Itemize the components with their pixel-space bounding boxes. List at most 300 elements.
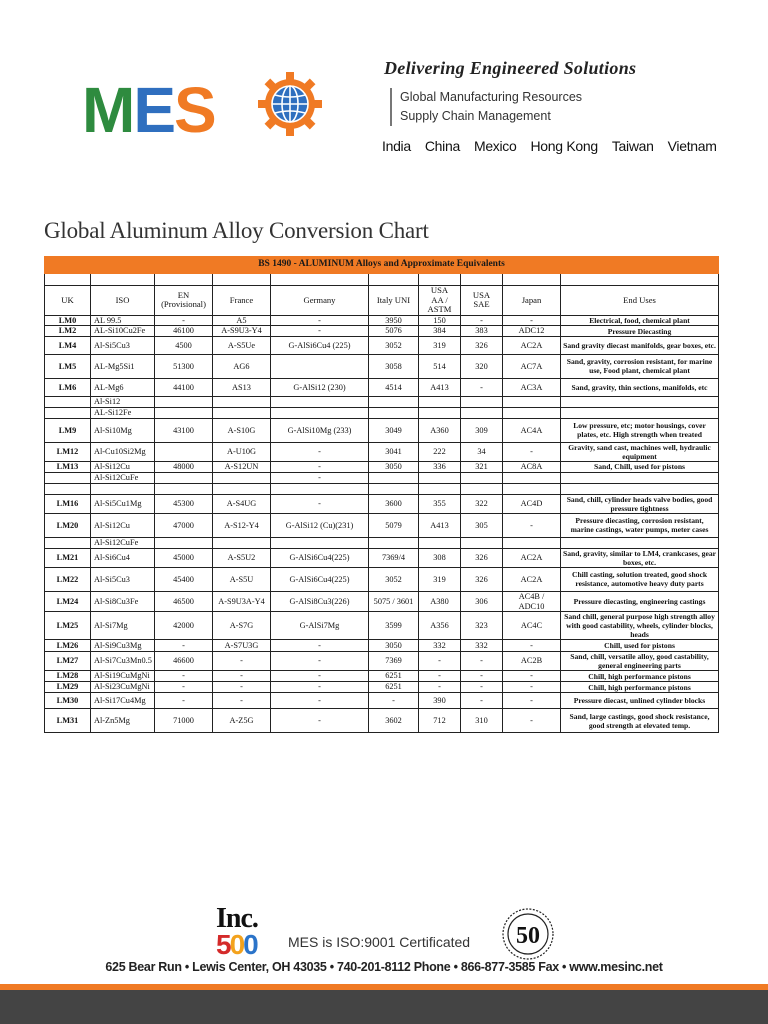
cell-usa-aa: 319 — [419, 336, 461, 354]
cell-japan: - — [503, 693, 561, 709]
cell-end-uses: Sand, large castings, good shock resistance, good strength at elevated temp. — [561, 709, 719, 733]
country-item: Hong Kong — [530, 138, 598, 154]
blank-row — [45, 274, 719, 286]
cell-japan: - — [503, 671, 561, 682]
50-year-badge-icon — [496, 906, 560, 962]
cell-germany: G-AlSi6Cu4(225) — [271, 548, 369, 567]
cell-usa-sae: 320 — [461, 354, 503, 378]
cell-france: AS13 — [213, 378, 271, 396]
cell-uk: LM27 — [45, 652, 91, 671]
cell-france — [213, 537, 271, 548]
cell-germany: G-AlSi6Cu4(225) — [271, 567, 369, 591]
cell-japan — [503, 472, 561, 483]
cell-iso: Al-Si10Mg — [91, 418, 155, 442]
cell-iso: AL 99.5 — [91, 315, 155, 326]
cell-uk — [45, 407, 91, 418]
cell-usa-aa: A380 — [419, 591, 461, 611]
cell-usa-sae: 306 — [461, 591, 503, 611]
col-header-end-uses: End Uses — [561, 286, 719, 316]
cell-germany: G-AlSi7Mg — [271, 612, 369, 640]
logo-letter-e: E — [133, 74, 174, 146]
cell-italy: 3052 — [369, 567, 419, 591]
cell-uk: LM25 — [45, 612, 91, 640]
header-row — [45, 286, 719, 316]
cell-usa-sae: 326 — [461, 336, 503, 354]
cell-iso: Al-Zn5Mg — [91, 709, 155, 733]
cell-en: - — [155, 671, 213, 682]
cell-japan: AC2B — [503, 652, 561, 671]
col-header-usa-aa: USA AA / ASTM — [419, 286, 461, 316]
cell-france: - — [213, 671, 271, 682]
cell-en: 45000 — [155, 548, 213, 567]
cell-usa-sae: - — [461, 652, 503, 671]
cell-usa-aa — [419, 472, 461, 483]
cell-iso: Al-Si8Cu3Fe — [91, 591, 155, 611]
cell-germany: G-AlSi10Mg (233) — [271, 418, 369, 442]
cell-end-uses: Sand gravity diecast manifolds, gear boxes, etc. — [561, 336, 719, 354]
cell-uk: LM0 — [45, 315, 91, 326]
cell-germany: - — [271, 472, 369, 483]
cell-france: A-U10G — [213, 442, 271, 461]
table-row — [45, 652, 719, 671]
cell-france: A-S7G — [213, 612, 271, 640]
cell-usa-aa: 336 — [419, 461, 461, 472]
cell-en — [155, 442, 213, 461]
cell-germany — [271, 354, 369, 378]
table-row — [45, 671, 719, 682]
cell-japan: AC4C — [503, 612, 561, 640]
logo-letter-m: M — [82, 74, 134, 146]
cell-france — [213, 483, 271, 494]
cell-italy — [369, 472, 419, 483]
cell-france: - — [213, 693, 271, 709]
col-header-usa-sae: USA SAE — [461, 286, 503, 316]
cell-usa-sae: 309 — [461, 418, 503, 442]
cell-en: 45400 — [155, 567, 213, 591]
cell-iso: Al-Si5Cu3 — [91, 336, 155, 354]
cell-italy: 5076 — [369, 326, 419, 337]
cell-italy: 3050 — [369, 461, 419, 472]
cell-end-uses: Pressure diecasting, corrosion resistant, marine castings, water pumps, meter cases — [561, 513, 719, 537]
col-header-germany: Germany — [271, 286, 369, 316]
cell-usa-sae: 326 — [461, 567, 503, 591]
cell-usa-sae — [461, 396, 503, 407]
cell-end-uses: Pressure diecasting, engineering castings — [561, 591, 719, 611]
cell-usa-aa: 712 — [419, 709, 461, 733]
table-row — [45, 513, 719, 537]
cell-japan: - — [503, 513, 561, 537]
cell-japan: AC4D — [503, 494, 561, 513]
cell-en: 46500 — [155, 591, 213, 611]
cell-italy: 3052 — [369, 336, 419, 354]
table-row — [45, 354, 719, 378]
cell-iso: AL-Mg5Si1 — [91, 354, 155, 378]
cell-germany: G-AlSi8Cu3(226) — [271, 591, 369, 611]
cell-germany — [271, 537, 369, 548]
services-list — [390, 88, 582, 126]
cell-uk: LM6 — [45, 378, 91, 396]
service-item: Supply Chain Management — [400, 109, 551, 123]
cell-france — [213, 396, 271, 407]
cell-italy: 3050 — [369, 640, 419, 652]
cell-end-uses: Chill casting, solution treated, good shock resistance, automotive heavy duty parts — [561, 567, 719, 591]
cell-end-uses: Pressure diecast, unlined cylinder blocks — [561, 693, 719, 709]
cell-usa-aa: A360 — [419, 418, 461, 442]
cell-usa-sae: 305 — [461, 513, 503, 537]
cell-uk: LM13 — [45, 461, 91, 472]
cell-en: - — [155, 682, 213, 693]
cell-iso: Al-Si5Cu1Mg — [91, 494, 155, 513]
cell-germany: - — [271, 315, 369, 326]
cell-germany: G-AlSi12 (230) — [271, 378, 369, 396]
cell-usa-sae — [461, 483, 503, 494]
cell-italy — [369, 537, 419, 548]
cell-france — [213, 407, 271, 418]
cell-germany: - — [271, 326, 369, 337]
cell-usa-sae: 34 — [461, 442, 503, 461]
cell-italy: 3602 — [369, 709, 419, 733]
cell-end-uses: Sand, Chill, used for pistons — [561, 461, 719, 472]
table-row — [45, 442, 719, 461]
iso-certification: MES is ISO:9001 Certificated — [288, 934, 471, 950]
cell-iso: Al-Si12CuFe — [91, 472, 155, 483]
cell-italy: 3041 — [369, 442, 419, 461]
table-banner — [45, 257, 719, 274]
cell-end-uses — [561, 472, 719, 483]
cell-italy — [369, 407, 419, 418]
col-header-uk: UK — [45, 286, 91, 316]
cell-usa-aa: 514 — [419, 354, 461, 378]
cell-iso: AL-Mg6 — [91, 378, 155, 396]
cell-en — [155, 396, 213, 407]
table-row — [45, 693, 719, 709]
cell-france: A-S10G — [213, 418, 271, 442]
cell-uk: LM29 — [45, 682, 91, 693]
cell-uk: LM5 — [45, 354, 91, 378]
cell-germany: - — [271, 693, 369, 709]
mes-logo — [82, 70, 322, 150]
table-row — [45, 407, 719, 418]
table-row — [45, 378, 719, 396]
cell-france — [213, 472, 271, 483]
cell-usa-sae: 383 — [461, 326, 503, 337]
cell-en: 48000 — [155, 461, 213, 472]
cell-germany: - — [271, 682, 369, 693]
table-row — [45, 567, 719, 591]
cell-usa-aa — [419, 537, 461, 548]
table-row — [45, 548, 719, 567]
cell-usa-aa — [419, 483, 461, 494]
cell-italy: 5079 — [369, 513, 419, 537]
cell-germany — [271, 396, 369, 407]
cell-japan — [503, 537, 561, 548]
cell-en: 44100 — [155, 378, 213, 396]
conversion-table-wrap — [44, 256, 718, 733]
cell-iso: Al-Si9Cu3Mg — [91, 640, 155, 652]
service-item: Global Manufacturing Resources — [400, 90, 583, 104]
cell-japan — [503, 483, 561, 494]
cell-italy: 3058 — [369, 354, 419, 378]
col-header-iso: ISO — [91, 286, 155, 316]
cell-uk: LM30 — [45, 693, 91, 709]
cell-iso: Al-Si17Cu4Mg — [91, 693, 155, 709]
cell-end-uses: Pressure Diecasting — [561, 326, 719, 337]
table-row — [45, 461, 719, 472]
table-row — [45, 483, 719, 494]
country-item: Taiwan — [611, 138, 654, 154]
cell-iso — [91, 483, 155, 494]
cell-japan: - — [503, 709, 561, 733]
cell-iso: Al-Si23CuMgNi — [91, 682, 155, 693]
col-header-france: France — [213, 286, 271, 316]
cell-iso: Al-Si12 — [91, 396, 155, 407]
cell-usa-sae: - — [461, 682, 503, 693]
cell-usa-aa — [419, 407, 461, 418]
cell-italy — [369, 483, 419, 494]
cell-japan: - — [503, 682, 561, 693]
cell-usa-sae: 332 — [461, 640, 503, 652]
cell-france: AG6 — [213, 354, 271, 378]
cell-en: 46600 — [155, 652, 213, 671]
cell-japan: AC2A — [503, 567, 561, 591]
cell-germany: - — [271, 671, 369, 682]
table-row — [45, 591, 719, 611]
table-row — [45, 612, 719, 640]
cell-germany: - — [271, 442, 369, 461]
cell-france: A-Z5G — [213, 709, 271, 733]
table-row — [45, 315, 719, 326]
cell-usa-aa — [419, 396, 461, 407]
badge-number: 50 — [516, 923, 540, 949]
table-row — [45, 336, 719, 354]
cell-iso: Al-Si12Cu — [91, 461, 155, 472]
cell-france: A5 — [213, 315, 271, 326]
cell-usa-aa: A356 — [419, 612, 461, 640]
countries-list — [382, 138, 717, 154]
cell-germany: G-AlSi12 (Cu)(231) — [271, 513, 369, 537]
country-item: Mexico — [473, 138, 517, 154]
col-header-japan: Japan — [503, 286, 561, 316]
table-row — [45, 418, 719, 442]
cell-en — [155, 472, 213, 483]
cell-germany: - — [271, 494, 369, 513]
cell-en — [155, 483, 213, 494]
cell-germany — [271, 407, 369, 418]
cell-en: - — [155, 640, 213, 652]
cell-japan: AC2A — [503, 336, 561, 354]
cell-uk — [45, 483, 91, 494]
cell-germany: - — [271, 640, 369, 652]
cell-france: - — [213, 682, 271, 693]
cell-italy: 3599 — [369, 612, 419, 640]
cell-uk: LM16 — [45, 494, 91, 513]
cell-france: A-S12UN — [213, 461, 271, 472]
cell-en: 42000 — [155, 612, 213, 640]
cell-end-uses: Gravity, sand cast, machines well, hydraulic equipment — [561, 442, 719, 461]
cell-usa-aa: - — [419, 652, 461, 671]
cell-en: 51300 — [155, 354, 213, 378]
cell-usa-sae: 326 — [461, 548, 503, 567]
cell-italy: 3600 — [369, 494, 419, 513]
cell-usa-sae: 310 — [461, 709, 503, 733]
cell-end-uses: Sand, chill, cylinder heads valve bodies, good pressure tightness — [561, 494, 719, 513]
cell-usa-aa: - — [419, 671, 461, 682]
cell-usa-sae — [461, 407, 503, 418]
cell-uk: LM21 — [45, 548, 91, 567]
cell-end-uses — [561, 483, 719, 494]
table-row — [45, 682, 719, 693]
cell-japan — [503, 407, 561, 418]
table-row — [45, 472, 719, 483]
cell-usa-sae: 321 — [461, 461, 503, 472]
table-row — [45, 396, 719, 407]
cell-end-uses: Chill, high performance pistons — [561, 682, 719, 693]
cell-iso: Al-Si7Cu3Mn0.5 — [91, 652, 155, 671]
cell-iso: Al-Si12Cu — [91, 513, 155, 537]
cell-germany: - — [271, 709, 369, 733]
cell-end-uses: Sand, gravity, corrosion resistant, for marine use, Food plant, chemical plant — [561, 354, 719, 378]
cell-end-uses — [561, 407, 719, 418]
footer-address: 625 Bear Run • Lewis Center, OH 43035 • 740-201-8112 Phone • 866-877-3585 Fax • www.mesinc.net — [105, 960, 663, 974]
cell-usa-aa: 332 — [419, 640, 461, 652]
cell-italy: 5075 / 3601 — [369, 591, 419, 611]
cell-end-uses — [561, 537, 719, 548]
cell-end-uses: Chill, high performance pistons — [561, 671, 719, 682]
cell-france: A-S9U3A-Y4 — [213, 591, 271, 611]
cell-italy: 4514 — [369, 378, 419, 396]
cell-japan: AC4B / ADC10 — [503, 591, 561, 611]
cell-italy: 3950 — [369, 315, 419, 326]
cell-usa-sae: - — [461, 315, 503, 326]
cell-usa-aa: - — [419, 682, 461, 693]
cell-en: 46100 — [155, 326, 213, 337]
cell-usa-sae: - — [461, 378, 503, 396]
cell-uk: LM12 — [45, 442, 91, 461]
cell-usa-sae — [461, 537, 503, 548]
cell-iso: AL-Si10Cu2Fe — [91, 326, 155, 337]
cell-france: A-S5U2 — [213, 548, 271, 567]
cell-uk: LM9 — [45, 418, 91, 442]
cell-usa-sae: 322 — [461, 494, 503, 513]
cell-end-uses: Sand, gravity, similar to LM4, crankcases, gear boxes, etc. — [561, 548, 719, 567]
col-header-en: EN (Provisional) — [155, 286, 213, 316]
cell-iso: Al-Si7Mg — [91, 612, 155, 640]
cell-france: A-S9U3-Y4 — [213, 326, 271, 337]
cell-usa-aa: 150 — [419, 315, 461, 326]
conversion-table — [44, 256, 719, 733]
table-body — [45, 257, 719, 733]
cell-uk: LM31 — [45, 709, 91, 733]
cell-iso: AL-Si12Fe — [91, 407, 155, 418]
cell-iso: Al-Si5Cu3 — [91, 567, 155, 591]
page-header — [0, 0, 768, 200]
cell-usa-aa: 384 — [419, 326, 461, 337]
cell-end-uses: Low pressure, etc; motor housings, cover plates, etc. High strength when treated — [561, 418, 719, 442]
cell-italy: 6251 — [369, 671, 419, 682]
cell-end-uses: Sand, chill, versatile alloy, good castability, general engineering parts — [561, 652, 719, 671]
cell-end-uses: Sand chill, general purpose high strength alloy with good castability, wheels, cylinder blocks, heads — [561, 612, 719, 640]
cell-germany — [271, 483, 369, 494]
cell-end-uses: Sand, gravity, thin sections, manifolds, etc — [561, 378, 719, 396]
cell-iso: Al-Si19CuMgNi — [91, 671, 155, 682]
cell-en: 45300 — [155, 494, 213, 513]
cell-japan: - — [503, 640, 561, 652]
cell-italy — [369, 396, 419, 407]
cell-uk — [45, 537, 91, 548]
cell-usa-sae — [461, 472, 503, 483]
page-title: Global Aluminum Alloy Conversion Chart — [44, 218, 429, 243]
cell-italy: 7369 — [369, 652, 419, 671]
col-header-italy: Italy UNI — [369, 286, 419, 316]
cell-end-uses — [561, 396, 719, 407]
cell-france: A-S7U3G — [213, 640, 271, 652]
gear-globe-icon — [258, 72, 322, 136]
cell-usa-aa: 390 — [419, 693, 461, 709]
cell-usa-aa: A413 — [419, 378, 461, 396]
cell-japan: AC7A — [503, 354, 561, 378]
cell-italy: - — [369, 693, 419, 709]
cell-japan — [503, 396, 561, 407]
table-row — [45, 640, 719, 652]
cell-en: 43100 — [155, 418, 213, 442]
cell-japan: AC8A — [503, 461, 561, 472]
cell-france: - — [213, 652, 271, 671]
cell-usa-aa: 319 — [419, 567, 461, 591]
cell-france: A-S12-Y4 — [213, 513, 271, 537]
cell-en — [155, 407, 213, 418]
cell-france: A-S5Ue — [213, 336, 271, 354]
cell-uk: LM22 — [45, 567, 91, 591]
cell-france: A-S4UG — [213, 494, 271, 513]
cell-iso: Al-Si12CuFe — [91, 537, 155, 548]
cell-iso: Al-Cu10Si2Mg — [91, 442, 155, 461]
cell-en — [155, 537, 213, 548]
table-row — [45, 709, 719, 733]
cell-italy: 6251 — [369, 682, 419, 693]
tagline: Delivering Engineered Solutions — [384, 58, 637, 78]
cell-italy: 7369/4 — [369, 548, 419, 567]
cell-usa-aa: 355 — [419, 494, 461, 513]
cell-uk: LM20 — [45, 513, 91, 537]
cell-uk: LM4 — [45, 336, 91, 354]
cell-en: - — [155, 315, 213, 326]
cell-en: 4500 — [155, 336, 213, 354]
cell-italy: 3049 — [369, 418, 419, 442]
cell-uk: LM24 — [45, 591, 91, 611]
cell-japan: AC4A — [503, 418, 561, 442]
cell-usa-sae: 323 — [461, 612, 503, 640]
cell-uk — [45, 472, 91, 483]
cell-end-uses: Electrical, food, chemical plant — [561, 315, 719, 326]
cell-usa-aa: A413 — [419, 513, 461, 537]
banner-title: BS 1490 - ALUMINUM Alloys and Approximate Equivalents — [45, 257, 719, 274]
cell-uk: LM28 — [45, 671, 91, 682]
table-row — [45, 494, 719, 513]
table-row — [45, 537, 719, 548]
cell-en: 47000 — [155, 513, 213, 537]
country-item: Vietnam — [667, 138, 717, 154]
cell-usa-aa: 308 — [419, 548, 461, 567]
cell-usa-sae: - — [461, 693, 503, 709]
cell-germany: - — [271, 652, 369, 671]
cell-end-uses: Chill, used for pistons — [561, 640, 719, 652]
footer-stripe-dark — [0, 990, 768, 1024]
country-item: India — [382, 138, 411, 154]
cell-en: - — [155, 693, 213, 709]
logo-letter-s: S — [174, 74, 215, 146]
cell-uk — [45, 396, 91, 407]
cell-uk: LM26 — [45, 640, 91, 652]
